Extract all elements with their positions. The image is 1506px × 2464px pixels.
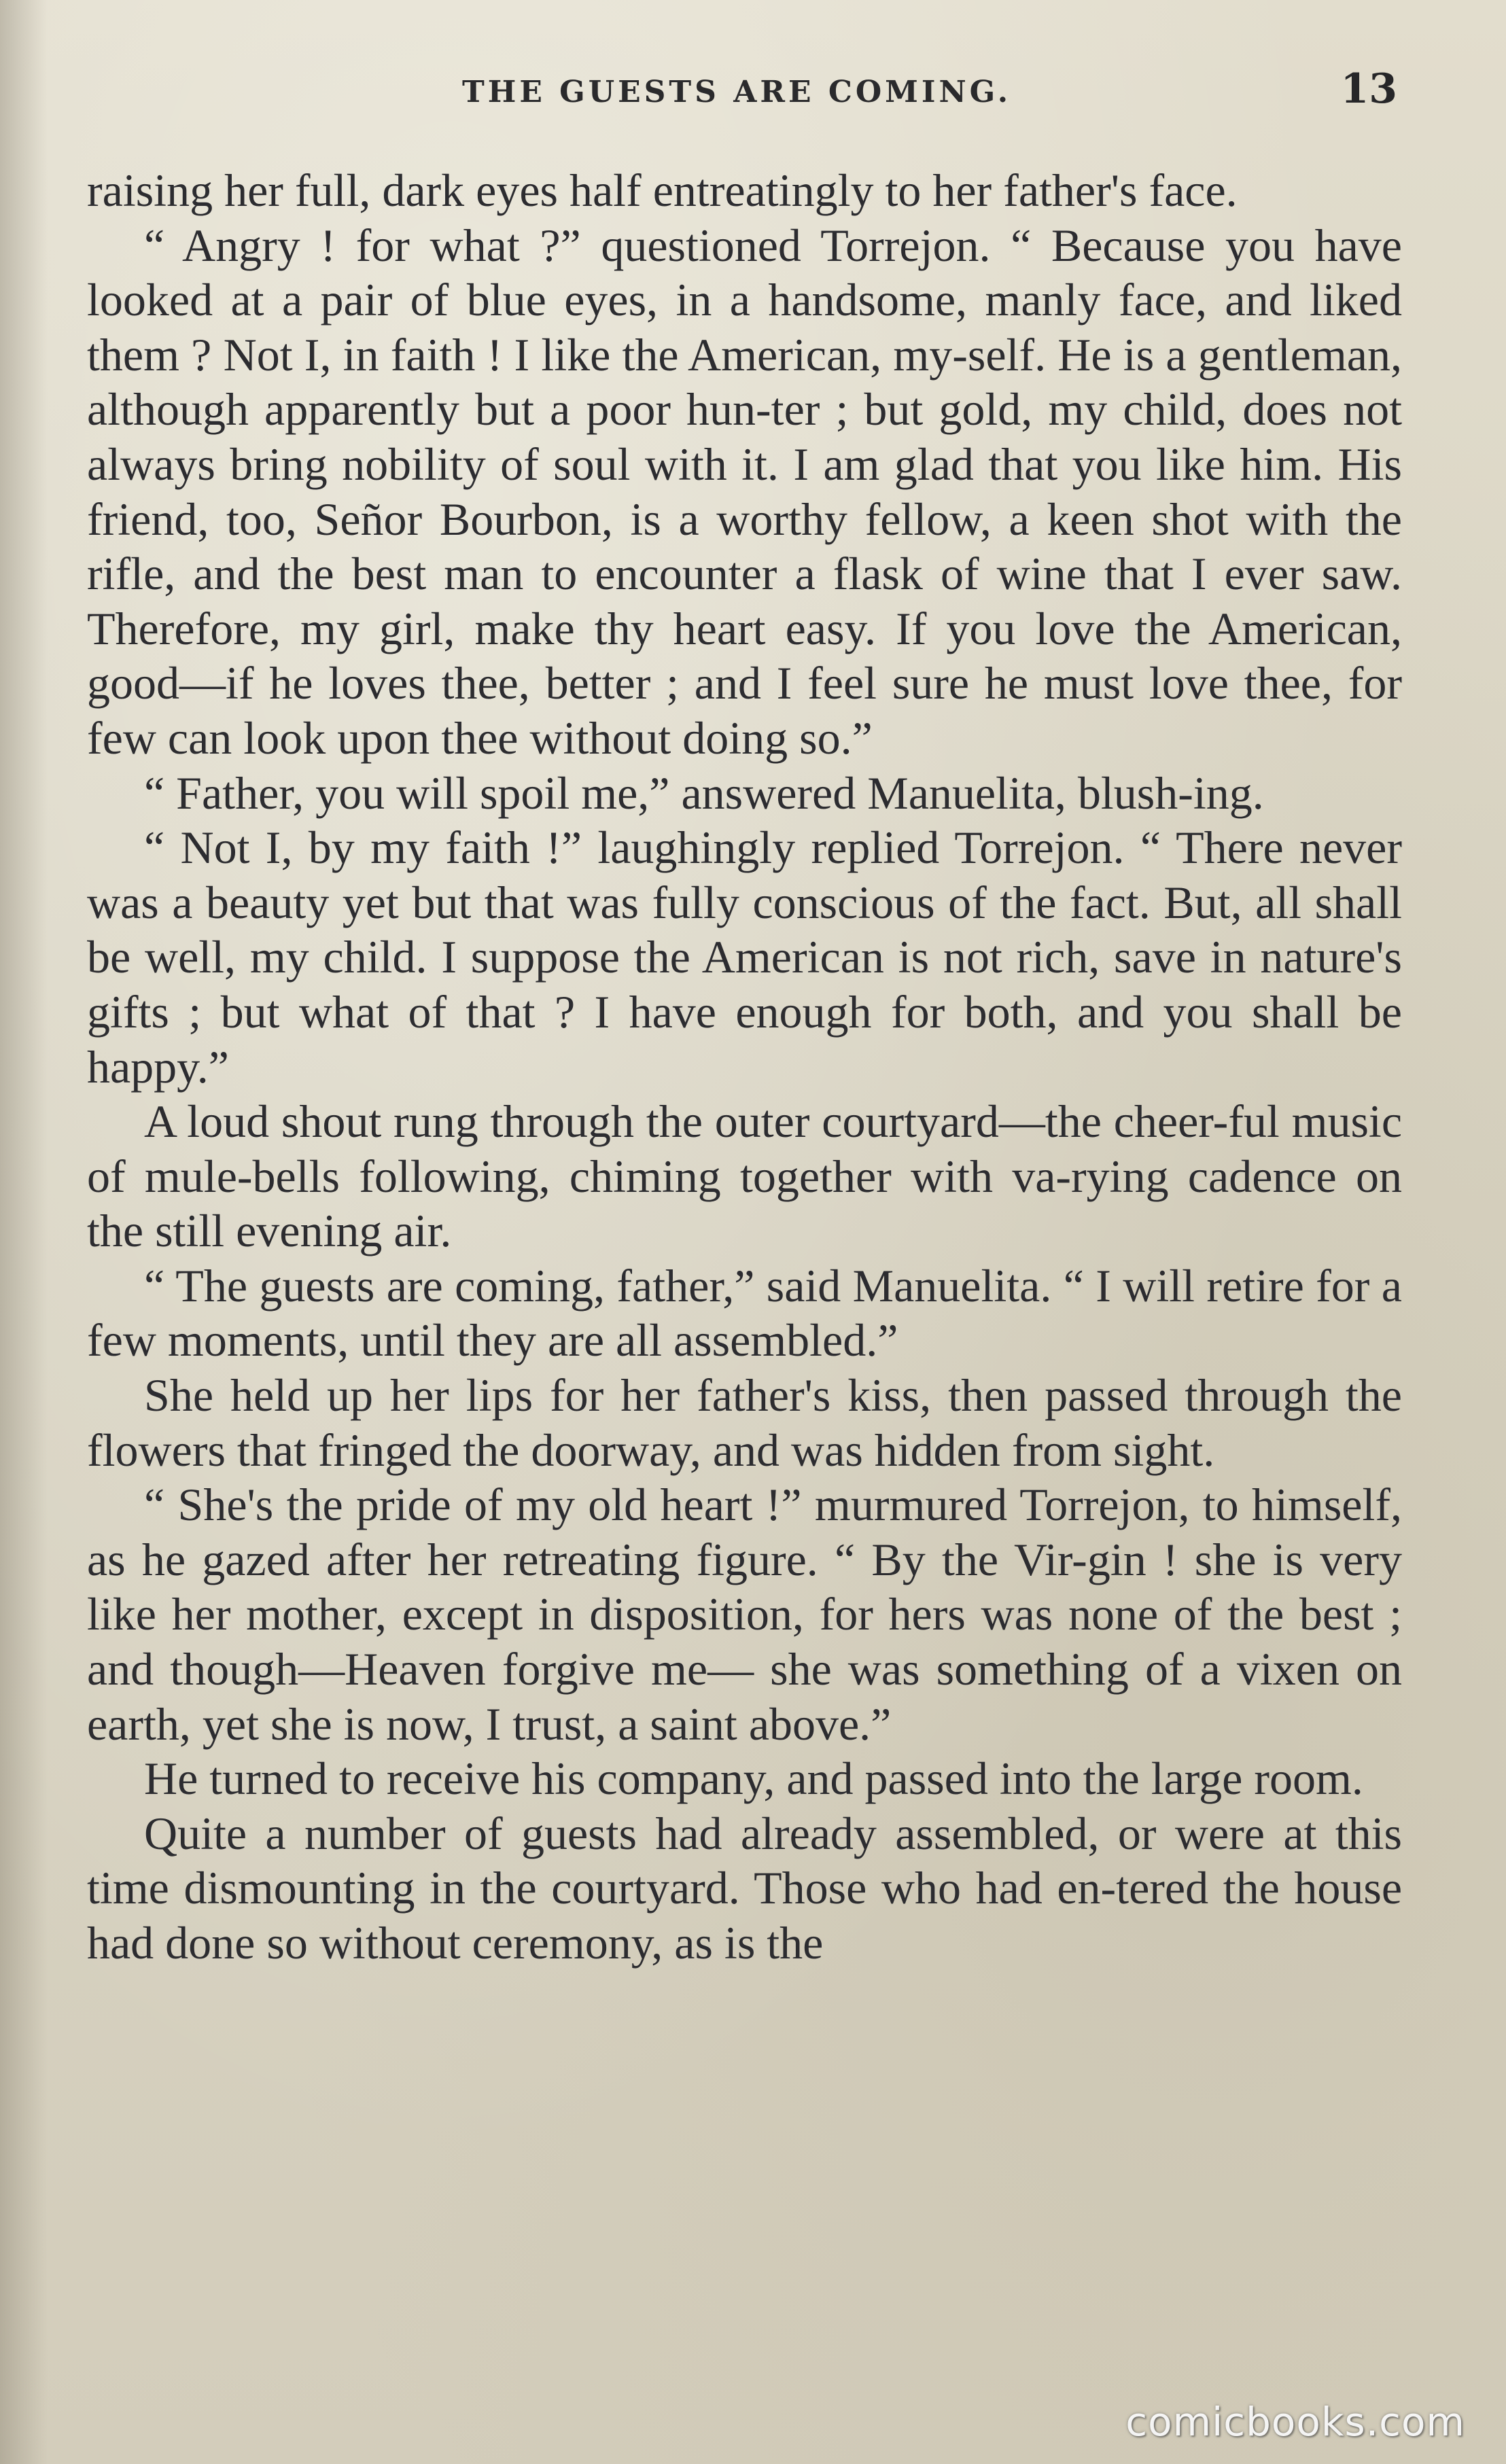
page-edge-shadow	[0, 0, 48, 2464]
paragraph: She held up her lips for her father's kiss, then passed through the flowers that fringed the doorway, and was hidden from sight.	[87, 1369, 1402, 1476]
paragraph: “ She's the pride of my old heart !” murmured Torrejon, to himself, as he gazed after her retreating figure. “ By the Vir-gin ! she is very like her mother, except in disposition, for hers was none of the best ; and though—Heaven forgive me— she was something of a vixen on earth, yet she is now, I trust, a saint above.”	[87, 1479, 1402, 1750]
paragraph: raising her full, dark eyes half entreatingly to her father's face.	[87, 164, 1238, 216]
body-text	[87, 163, 1402, 1971]
paragraph: A loud shout rung through the outer courtyard—the cheer-ful music of mule-bells following, chiming together with va-rying cadence on the still evening air.	[87, 1095, 1402, 1257]
page-header	[0, 60, 1506, 128]
paragraph: “ Father, you will spoil me,” answered Manuelita, blush-ing.	[144, 767, 1264, 819]
paragraph: “ Angry ! for what ?” questioned Torrejon. “ Because you have looked at a pair of blue eyes, in a handsome, manly face, and liked them ? Not I, in faith ! I like the American, my-self. He is a gentleman, although apparently but a poor hun-ter ; but gold, my child, does not always bring nobility of soul with it. I am glad that you like him. His friend, too, Señor Bourbon, is a worthy fellow, a keen shot with the rifle, and the best man to encounter a flask of wine that I ever saw. Therefore, my girl, make thy heart easy. If you love the American, good—if he loves thee, better ; and I feel sure he must love thee, for few can look upon thee without doing so.”	[87, 219, 1402, 764]
paragraph: Quite a number of guests had already assembled, or were at this time dismounting in the courtyard. Those who had en-tered the house had done so without ceremony, as is the	[87, 1807, 1402, 1969]
paragraph: “ Not I, by my faith !” laughingly replied Torrejon. “ There never was a beauty yet but that was fully conscious of the fact. But, all shall be well, my child. I suppose the American is not rich, save in nature's gifts ; but what of that ? I have enough for both, and you shall be happy.”	[87, 822, 1402, 1093]
paragraph: He turned to receive his company, and passed into the large room.	[144, 1753, 1363, 1805]
running-head: THE GUESTS ARE COMING.	[462, 75, 1012, 109]
watermark: comicbooks.com	[1125, 2399, 1465, 2445]
paragraph: “ The guests are coming, father,” said Manuelita. “ I will retire for a few moments, until they are all assembled.”	[87, 1259, 1402, 1367]
page-number: 13	[1340, 65, 1397, 113]
